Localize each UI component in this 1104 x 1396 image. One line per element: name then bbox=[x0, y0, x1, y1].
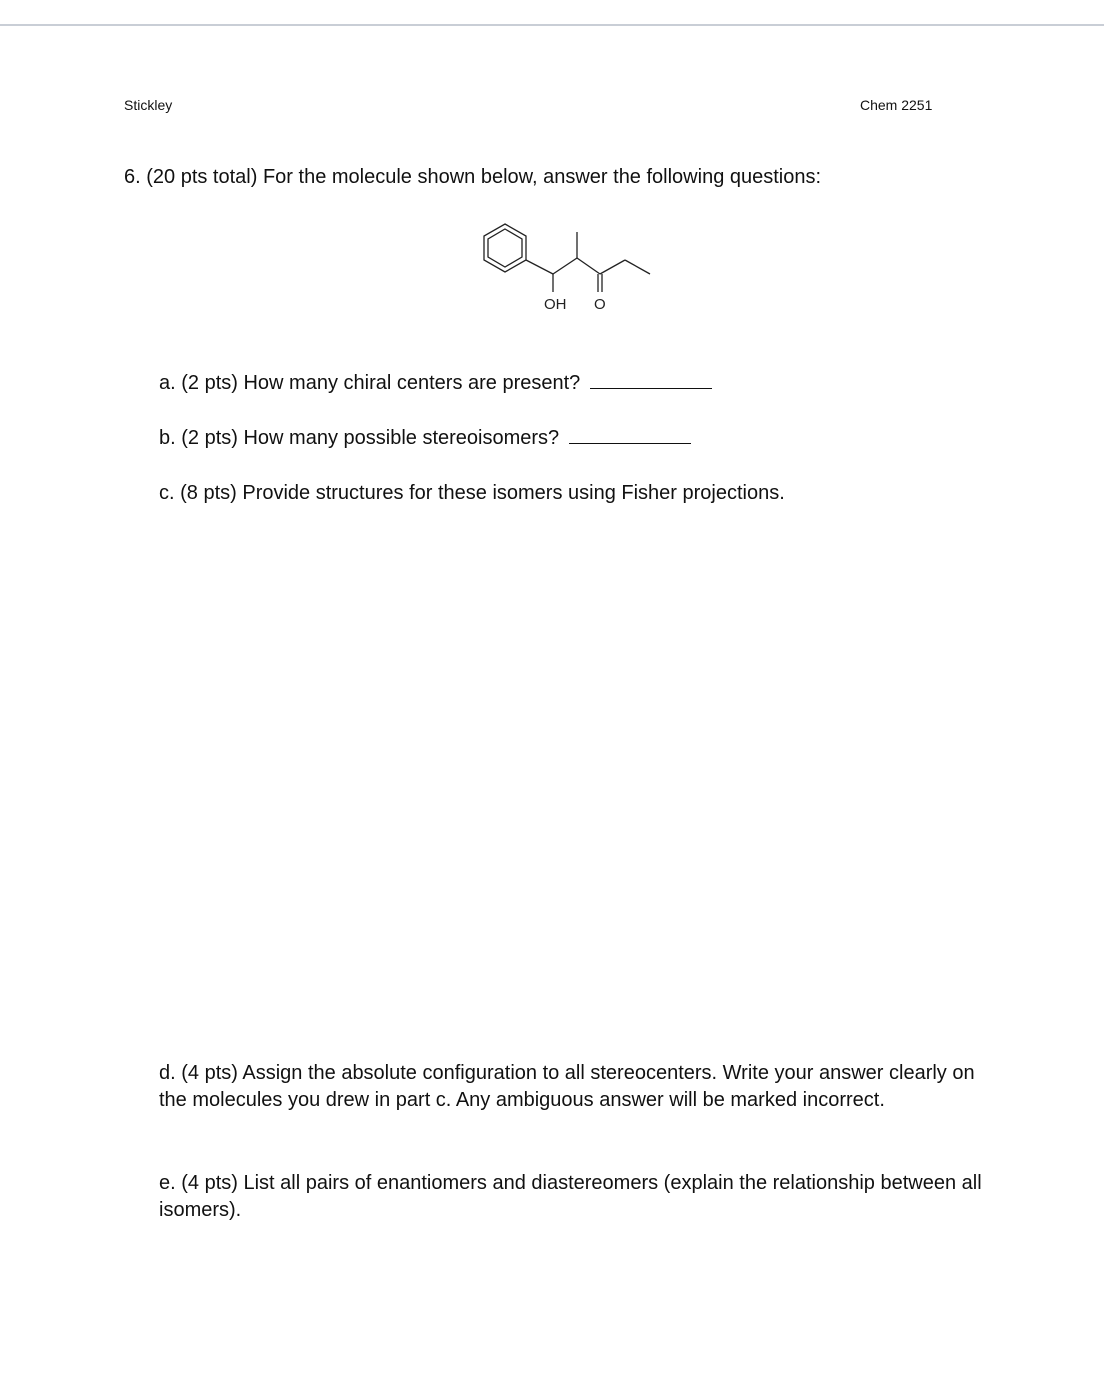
header-course: Chem 2251 bbox=[860, 97, 933, 113]
top-divider bbox=[0, 24, 1104, 26]
part-d-text: d. (4 pts) Assign the absolute configuration to all stereocenters. Write your answer clearly on the molecules you drew in part c. Any ambiguous answer will be marked incorrect. bbox=[159, 1062, 975, 1111]
part-c-text: c. (8 pts) Provide structures for these isomers using Fisher projections. bbox=[159, 482, 785, 504]
molecule-structure bbox=[478, 218, 658, 318]
bond-c3-c4 bbox=[600, 260, 625, 274]
header-author: Stickley bbox=[124, 97, 173, 113]
benzene-inner-ring bbox=[488, 229, 522, 267]
bond-c1-c2 bbox=[553, 258, 577, 274]
question-prompt: 6. (20 pts total) For the molecule shown below, answer the following questions: bbox=[124, 166, 822, 188]
benzene-ring bbox=[484, 224, 526, 272]
bond-c4-c5 bbox=[625, 260, 650, 274]
oh-label: OH bbox=[544, 296, 567, 313]
part-b bbox=[159, 425, 691, 452]
part-e-text: e. (4 pts) List all pairs of enantiomers and diastereomers (explain the relationship between all isomers). bbox=[159, 1172, 982, 1221]
bond-c2-c3 bbox=[577, 258, 600, 274]
bond-ring-c1 bbox=[526, 260, 553, 274]
part-b-answer-blank[interactable] bbox=[569, 425, 691, 444]
part-b-text: b. (2 pts) How many possible stereoisomers? bbox=[159, 427, 560, 449]
o-label: O bbox=[594, 296, 606, 313]
part-a-text: a. (2 pts) How many chiral centers are present? bbox=[159, 372, 581, 394]
part-a-answer-blank[interactable] bbox=[590, 370, 712, 389]
part-a bbox=[159, 370, 712, 397]
